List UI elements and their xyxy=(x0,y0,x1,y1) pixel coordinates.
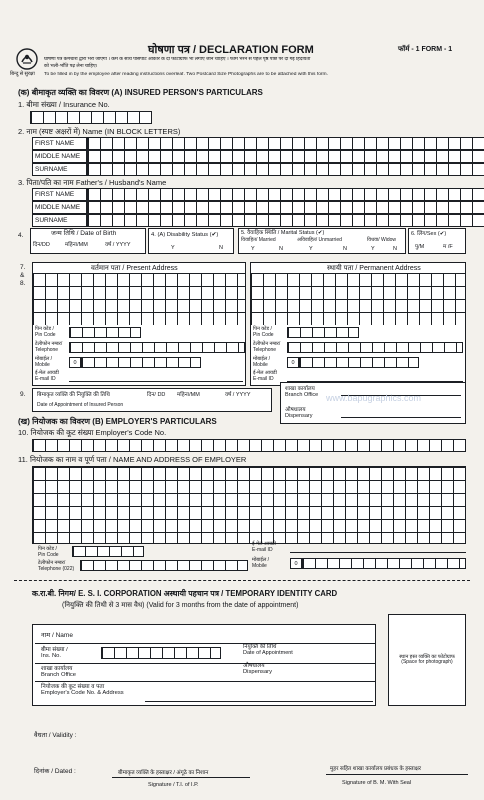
father-name-label: 3. पिता/पति का नाम Father's / Husband's Name xyxy=(18,178,167,187)
present-telephone-label: टेलीफोन नम्बर/ Telephone xyxy=(35,341,63,353)
father-first-name-boxes[interactable] xyxy=(87,188,484,201)
card-appointment-label: नियुक्ति की तिथि Date of Appointment xyxy=(243,644,293,657)
section-a-title: (क) बीमाकृत व्यक्ति का विवरण (A) INSURED PERSON'S PARTICULARS xyxy=(18,88,263,97)
insurance-no-boxes[interactable] xyxy=(30,111,152,124)
employer-telephone-label: टेलीफोन नम्बर/ Telephone (022) xyxy=(38,560,75,572)
name-label: 2. नाम (स्पष्ट अक्षरों में) Name (IN BLOCK LETTERS) xyxy=(18,127,181,136)
card-validity-note: (नियुक्ति की तिथी से 3 मास वैध) (Valid for 3 months from the date of appointment) xyxy=(62,602,299,609)
dispensary-line[interactable] xyxy=(341,417,461,418)
card-name-line[interactable] xyxy=(35,643,375,644)
employer-mobile-label: मोबाईल / Mobile xyxy=(252,557,270,569)
card-signature-bm-hindi: मुहर सहित शाखा कार्यालय प्रबंधक के हस्ताक्षर xyxy=(330,766,422,772)
employer-email-line[interactable] xyxy=(290,552,466,553)
present-address-box xyxy=(32,262,246,386)
employer-code-boxes[interactable] xyxy=(32,439,466,452)
disability-title: 4. (A) Disability Status (✔) xyxy=(151,232,219,238)
dob-mm[interactable]: महिना/MM xyxy=(65,242,88,248)
sex-female[interactable]: म /F xyxy=(443,244,453,250)
permanent-email-label: ई-मेल आयडी E-mail ID xyxy=(253,370,277,382)
unmarried-yes[interactable]: Y xyxy=(309,246,313,252)
marital-box xyxy=(238,228,406,254)
card-signature-ip-label: Signature / T.I. of I.P. xyxy=(148,782,199,788)
card-signature-ip-line[interactable] xyxy=(112,777,250,778)
present-telephone-boxes[interactable] xyxy=(69,342,245,353)
employer-code-label: 10. नियोजक की कूट संख्या Employer's Code No. xyxy=(18,428,167,437)
dob-title: जन्म तिथि / Date of Birth xyxy=(51,230,117,237)
q9-number: 9. xyxy=(20,391,26,398)
widow-yes[interactable]: Y xyxy=(371,246,375,252)
marital-title: 5. वैवाहिक स्थिति / Marital Status (✔) xyxy=(241,230,325,236)
card-signature-bm-line[interactable] xyxy=(326,774,468,775)
form-title: घोषणा पत्र / DECLARATION FORM xyxy=(148,44,314,56)
present-pin-boxes[interactable] xyxy=(69,327,141,338)
permanent-address-cells[interactable] xyxy=(251,273,465,325)
dob-dd[interactable]: दिन/DD xyxy=(33,242,50,248)
employer-telephone-boxes[interactable] xyxy=(80,560,248,571)
disability-yes[interactable]: Y xyxy=(171,245,175,251)
present-address-cells[interactable] xyxy=(33,273,245,325)
first-name-label: FIRST NAME xyxy=(32,137,87,150)
surname-boxes[interactable] xyxy=(87,163,484,176)
permanent-mobile-label: मोबाईल / Mobile xyxy=(253,356,271,368)
card-validity-label: वैधता / Validity : xyxy=(34,732,77,739)
english-instruction: To be filled in by the employee after reading instructions overleaf. Two Postcard Size Photographs are to be attached with this form. xyxy=(44,72,328,77)
watermark: www.bapugraphics.com xyxy=(326,393,422,403)
employer-pin-label: पिन कोड / Pin Code xyxy=(38,546,59,558)
employer-mobile-prefix: 0 xyxy=(290,558,302,569)
branch-office-label: शाखा कार्यालय Branch Office xyxy=(285,386,319,399)
father-surname-label: SURNAME xyxy=(32,214,87,227)
appointment-box xyxy=(32,388,272,412)
appointment-yyyy[interactable]: वर्ष / YYYY xyxy=(225,392,251,398)
sex-title: 6. लिंग/Sex (✔) xyxy=(411,231,447,237)
permanent-address-box xyxy=(250,262,466,386)
sex-male[interactable]: पु/M xyxy=(415,244,425,250)
card-signature-bm-label: Signature of B. M. With Seal xyxy=(342,780,412,786)
father-middle-name-boxes[interactable] xyxy=(87,201,484,214)
card-title: क.रा.बी. निगम/ E. S. I. CORPORATION अस्थायी पहचान पत्र / TEMPORARY IDENTITY CARD xyxy=(32,589,338,598)
permanent-address-title: स्थायी पता / Permanent Address xyxy=(327,265,421,272)
father-first-name-label: FIRST NAME xyxy=(32,188,87,201)
form-number: फॉर्म - 1 FORM - 1 xyxy=(398,46,453,53)
q4-number: 4. xyxy=(18,232,24,239)
marital-widow: विधवा/ Widow xyxy=(367,237,397,243)
present-email-line[interactable] xyxy=(69,381,243,382)
appointment-mm[interactable]: महिना/MM xyxy=(177,392,200,398)
disability-no[interactable]: N xyxy=(219,245,223,251)
hindi-instruction-2: को भली-भाँति पढ़ लेना चाहिए। xyxy=(44,64,98,69)
married-yes[interactable]: Y xyxy=(251,246,255,252)
card-branch-office-label: शाखा कार्यालय Branch Office xyxy=(41,666,77,679)
sex-box xyxy=(408,228,466,254)
middle-name-label: MIDDLE NAME xyxy=(32,150,87,163)
permanent-telephone-label: टेलीफोन नम्बर/ Telephone xyxy=(253,341,281,353)
q7-8-number: 7. & 8. xyxy=(20,264,26,288)
appointment-dd[interactable]: दिन/ DD xyxy=(147,392,166,398)
marital-unmarried: अविवाहित/ Unmarried xyxy=(297,237,342,243)
employer-email-label: ई-मेल आयडी E-mail ID xyxy=(252,541,276,553)
present-mobile-prefix: 0 xyxy=(69,357,81,368)
cut-line xyxy=(14,580,470,581)
permanent-pin-label: पिन कोड / Pin Code xyxy=(253,326,274,338)
surname-label: SURNAME xyxy=(32,163,87,176)
card-name-label: नाम / Name xyxy=(41,632,73,639)
section-b-title: (ख) नियोजक का विवरण (B) EMPLOYER'S PARTICULARS xyxy=(18,417,217,426)
middle-name-boxes[interactable] xyxy=(87,150,484,163)
first-name-boxes[interactable] xyxy=(87,137,484,150)
dispensary-label: औषधालय Dispensary xyxy=(285,407,313,420)
disability-box xyxy=(148,228,234,254)
present-email-label: ई-मेल आयडी E-mail ID xyxy=(35,370,59,382)
dob-box xyxy=(30,228,146,254)
card-employer-code-label: नियोजक की कूट संख्या व पता Employer's Code No. & Address xyxy=(41,684,124,697)
present-mobile-label: मोबाईल / Mobile xyxy=(35,356,53,368)
present-pin-label: पिन कोड / Pin Code xyxy=(35,326,56,338)
permanent-mobile-prefix: 0 xyxy=(287,357,299,368)
dob-yyyy[interactable]: वर्ष / YYYY xyxy=(105,242,131,248)
employer-address-cells[interactable] xyxy=(32,466,466,544)
married-no[interactable]: N xyxy=(279,246,283,252)
card-signature-ip-hindi: बीमाकृत व्यक्ति के हस्ताक्षर / अंगूठे का निशान xyxy=(118,770,209,776)
father-surname-boxes[interactable] xyxy=(87,214,484,227)
unmarried-no[interactable]: N xyxy=(343,246,347,252)
card-ins-line xyxy=(35,663,375,664)
insurance-no-label: 1. बीमा संख्या / Insurance No. xyxy=(18,100,110,109)
card-details-box xyxy=(32,624,376,706)
permanent-telephone-boxes[interactable] xyxy=(287,342,463,353)
card-branch-line[interactable] xyxy=(35,681,375,682)
employer-pin-boxes[interactable] xyxy=(72,546,144,557)
permanent-mobile-boxes[interactable] xyxy=(299,357,419,368)
card-ins-no-boxes[interactable] xyxy=(101,647,221,659)
appointment-en: Date of Appointment of Insured Person xyxy=(37,402,124,408)
esic-logo xyxy=(16,48,38,70)
card-dated-label: दिनांक / Dated : xyxy=(34,768,76,775)
widow-no[interactable]: N xyxy=(393,246,397,252)
logo-caption: बिन्दु से सुरक्षा xyxy=(10,71,35,77)
employer-mobile-boxes[interactable] xyxy=(302,558,466,569)
present-address-title: वर्तमान पता / Present Address xyxy=(91,265,178,272)
card-employer-line[interactable] xyxy=(145,701,373,702)
present-mobile-boxes[interactable] xyxy=(81,357,201,368)
permanent-pin-boxes[interactable] xyxy=(287,327,359,338)
father-middle-name-label: MIDDLE NAME xyxy=(32,201,87,214)
card-ins-no-label: बीमा संख्या / Ins. No. xyxy=(41,647,68,660)
appointment-hindi: बिमाकृत व्यक्ति की नियुक्ति की तिथि xyxy=(37,392,110,398)
card-dispensary-label: औषधालय Dispensary xyxy=(243,663,272,676)
card-photo-box[interactable]: स्थान हस्त व्यक्ति का फोटोग्राफ (Space for photograph) xyxy=(388,614,466,706)
marital-married: विवाहित/ Married xyxy=(241,237,276,243)
employer-address-label: 11. नियोजक का नाम व पूर्ण पता / NAME AND ADDRESS OF EMPLOYER xyxy=(18,455,247,464)
hindi-instruction-1: घोषणा पत्र कर्मचारी द्वारा भरा जाएगा । कर्म के साथ पासपोर्ट आकार के दो फोटोग्राफ भी लगाए जाने चाहिए । फार्म भरने से पहले पृष्ठ पीछे पर दी गई हिदायतों xyxy=(44,57,311,62)
